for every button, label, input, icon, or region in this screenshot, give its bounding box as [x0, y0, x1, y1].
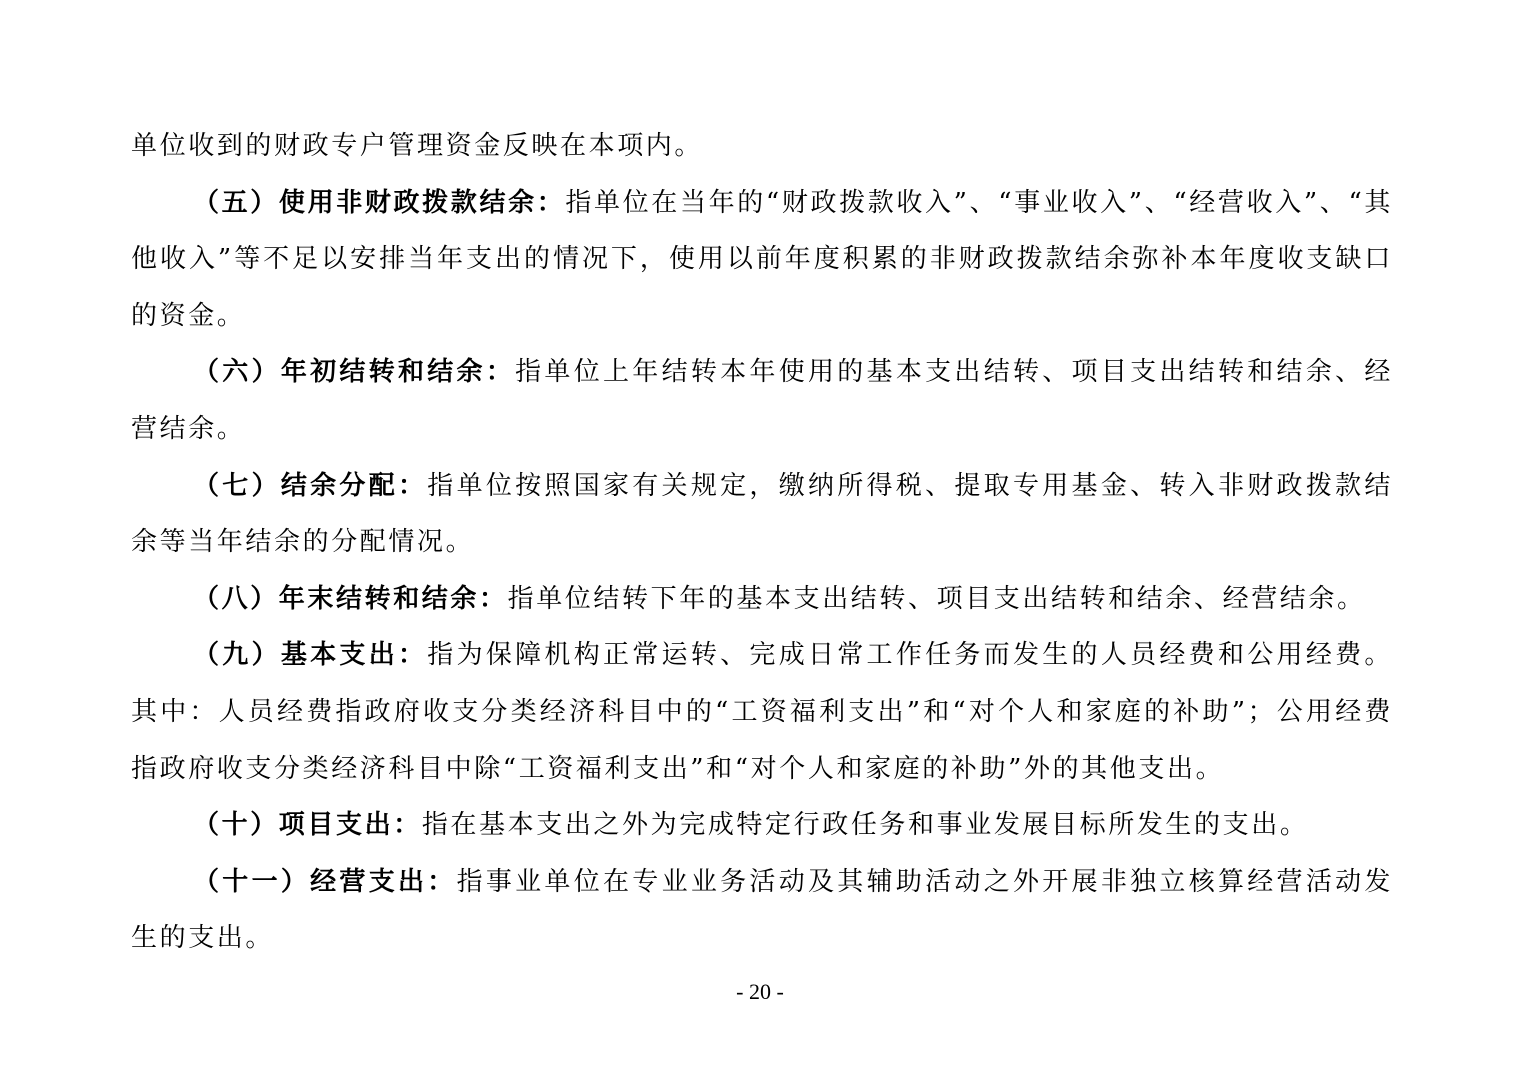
- paragraph-text: 指单位上年结转本年使用的基本支出结转、项目支出结转和结余、经营结余。: [131, 357, 1393, 444]
- paragraph-item-7: [131, 458, 1393, 571]
- paragraph-item-5: [131, 175, 1393, 345]
- paragraph-term: （六）年初结转和结余：: [193, 357, 516, 388]
- paragraph-text: 单位收到的财政专户管理资金反映在本项内。: [131, 131, 704, 161]
- paragraph-term: （十一）经营支出：: [193, 866, 457, 897]
- page-number: - 20 -: [736, 979, 784, 1004]
- paragraph-text: 指为保障机构正常运转、完成日常工作任务而发生的人员经费和公用经费。其中：人员经费指政府收支分类经济科目中的“工资福利支出”和“对个人和家庭的补助”；公用经费指政府收支分类经济科目中除“工资福利支出”和“对个人和家庭的补助”外的其他支出。: [131, 640, 1393, 784]
- paragraph-text: 指单位结转下年的基本支出结转、项目支出结转和结余、经营结余。: [507, 583, 1366, 614]
- document-body: [131, 118, 1393, 967]
- paragraph-term: （七）结余分配：: [193, 470, 428, 501]
- paragraph-text: 指单位在当年的“财政拨款收入”、“事业收入”、“经营收入”、“其他收入”等不足以安排当年支出的情况下，使用以前年度积累的非财政拨款结余弥补本年度收支缺口的资金。: [131, 187, 1393, 331]
- paragraph-item-9: [131, 627, 1393, 797]
- paragraph-text: 指单位按照国家有关规定，缴纳所得税、提取专用基金、转入非财政拨款结余等当年结余的分配情况。: [131, 470, 1393, 558]
- paragraph-term: （八）年末结转和结余：: [193, 583, 508, 614]
- paragraph-text: 指在基本支出之外为完成特定行政任务和事业发展目标所发生的支出。: [421, 810, 1309, 841]
- paragraph-item-8: [131, 571, 1393, 628]
- paragraph-term: （九）基本支出：: [193, 640, 428, 671]
- paragraph-item-11: [131, 854, 1393, 967]
- paragraph-term: （五）使用非财政拨款结余：: [193, 187, 566, 218]
- paragraph-continuation: [131, 118, 1393, 175]
- paragraph-item-6: [131, 344, 1393, 457]
- paragraph-term: （十）项目支出：: [193, 810, 422, 841]
- paragraph-text: 指事业单位在专业业务活动及其辅助活动之外开展非独立核算经营活动发生的支出。: [131, 866, 1394, 954]
- paragraph-item-10: [131, 797, 1393, 854]
